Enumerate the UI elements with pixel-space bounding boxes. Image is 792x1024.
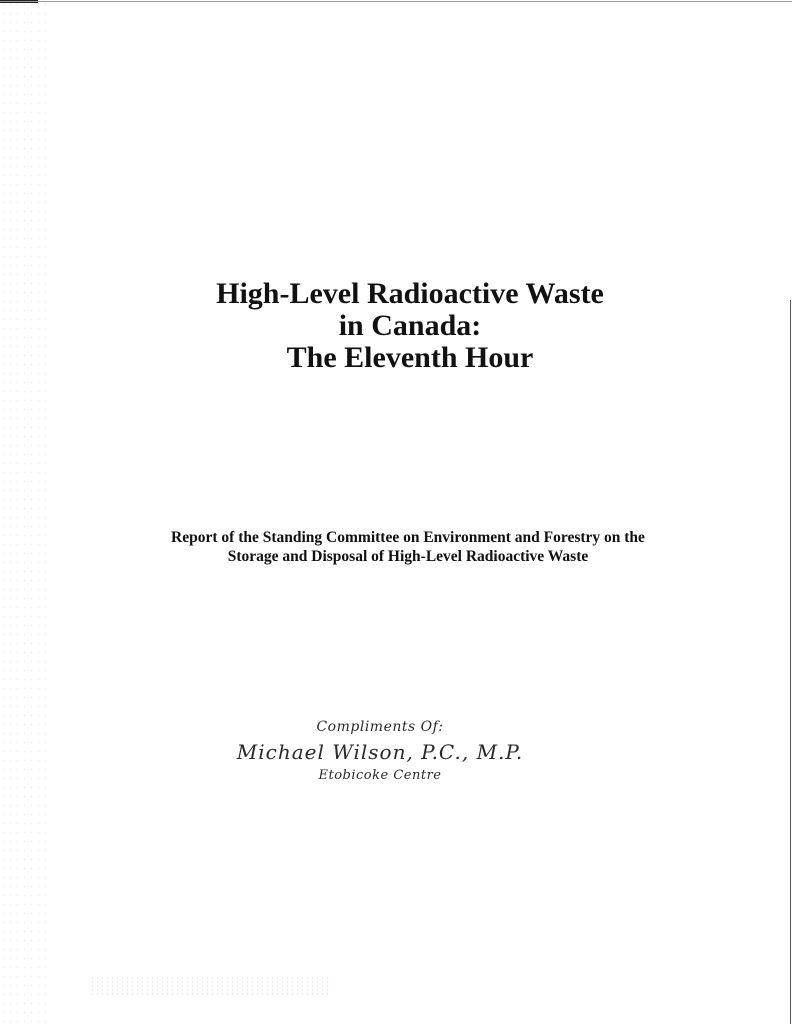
report-subtitle [0, 528, 792, 566]
scan-noise-left [0, 0, 48, 1024]
subtitle-line-2: Storage and Disposal of High-Level Radioactive Waste [227, 548, 589, 565]
title-line-2: in Canada: [338, 309, 482, 342]
stamp-riding: Etobicoke Centre [318, 768, 442, 783]
title-line-1: High-Level Radioactive Waste [216, 277, 604, 310]
page-right-edge [790, 300, 791, 1024]
subtitle-line-1: Report of the Standing Committee on Environment and Forestry on the [171, 529, 645, 546]
title-line-3: The Eleventh Hour [286, 341, 534, 374]
document-title [0, 278, 792, 374]
scan-noise-bottom [90, 976, 330, 996]
stamp-name: Michael Wilson, P.C., M.P. [236, 740, 524, 764]
compliments-stamp [0, 716, 760, 786]
top-border-line [0, 1, 792, 2]
stamp-compliments-of: Compliments Of: [316, 719, 444, 735]
